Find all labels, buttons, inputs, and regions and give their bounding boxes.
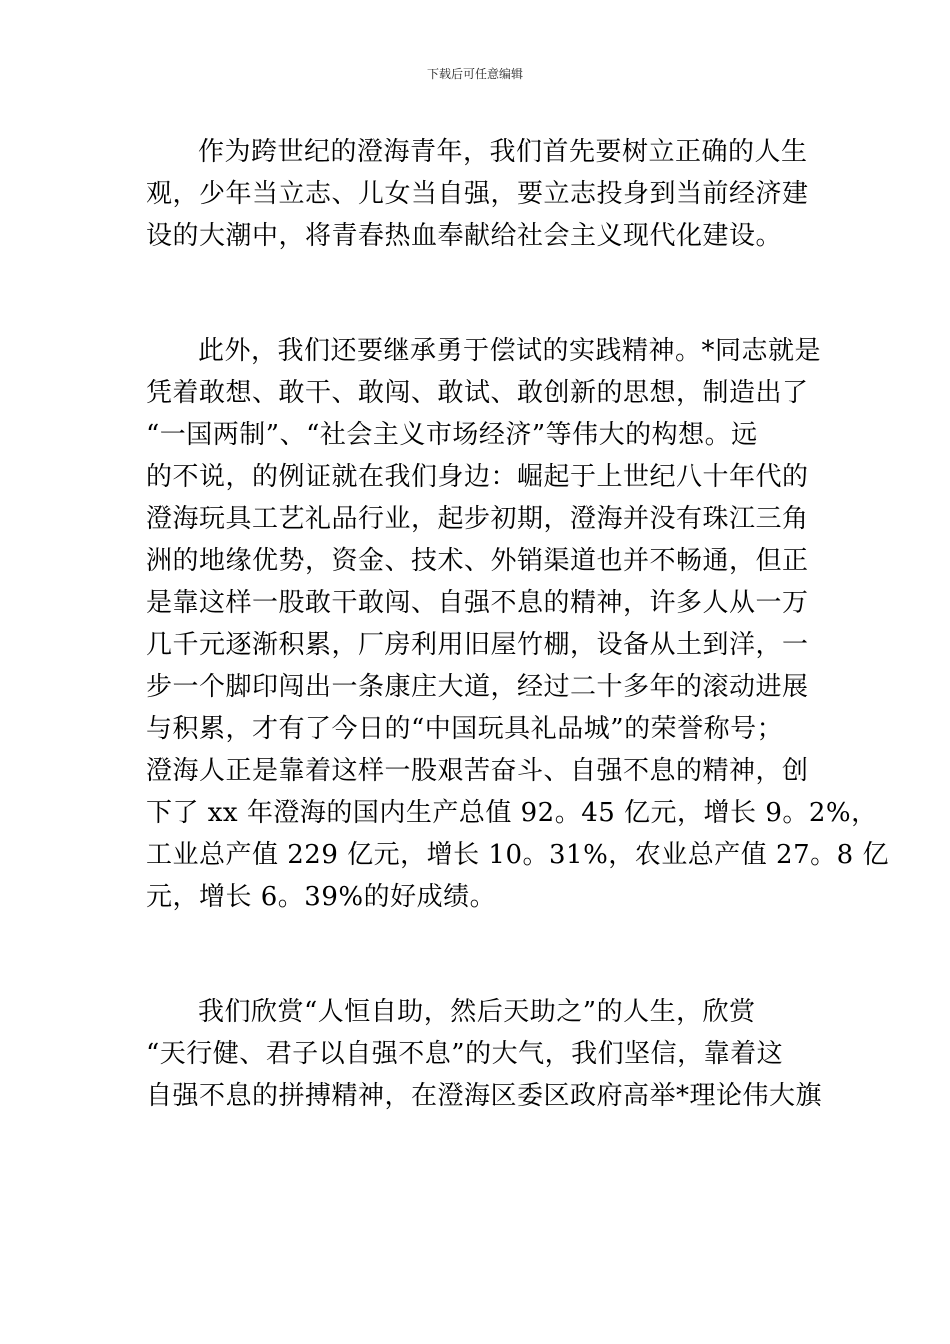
document-body (146, 131, 889, 1117)
text-line: 的不说，的例证就在我们身边：崛起于上世纪八十年代的 (146, 462, 809, 492)
paragraph-gap (146, 257, 812, 330)
page-header: 下载后可任意编辑 (426, 67, 523, 81)
paragraph-1 (146, 131, 812, 257)
text-line: 澄海人正是靠着这样一股艰苦奋斗、自强不息的精神，创 (146, 756, 809, 786)
text-line: 设的大潮中，将青春热血奉献给社会主义现代化建设。 (146, 221, 783, 251)
text-line: 此外，我们还要继承勇于偿试的实践精神。*同志就是 (198, 336, 822, 366)
text-line: 凭着敢想、敢干、敢闯、敢试、敢创新的思想，制造出了 (146, 378, 809, 408)
paragraph-gap (146, 918, 812, 991)
paragraph-3 (146, 991, 823, 1117)
text-line: 澄海玩具工艺礼品行业，起步初期，澄海并没有珠江三角 (146, 504, 809, 534)
text-line: 与积累，才有了今日的“中国玩具礼品城”的荣誉称号； (146, 714, 784, 744)
text-line: “一国两制”、“社会主义市场经济”等伟大的构想。远 (146, 420, 758, 450)
text-line: 作为跨世纪的澄海青年，我们首先要树立正确的人生 (198, 137, 808, 167)
text-line: 元，增长 6。39%的好成绩。 (146, 882, 497, 912)
text-line: “天行健、君子以自强不息”的大气，我们坚信，靠着这 (146, 1039, 784, 1069)
text-line: 自强不息的拼搏精神，在澄海区委区政府高举*理论伟大旗 (146, 1081, 823, 1111)
text-line: 观，少年当立志、儿女当自强，要立志投身到当前经济建 (146, 179, 809, 209)
text-line: 几千元逐渐积累，厂房利用旧屋竹棚，设备从土到洋，一 (146, 630, 809, 660)
text-line: 下了 xx 年澄海的国内生产总值 92。45 亿元，增长 9。2%， (146, 798, 878, 828)
text-line: 步一个脚印闯出一条康庄大道，经过二十多年的滚动进展 (146, 672, 809, 702)
text-line: 工业总产值 229 亿元，增长 10。31%，农业总产值 27。8 亿 (146, 840, 889, 870)
text-line: 我们欣赏“人恒自助，然后天助之”的人生，欣赏 (198, 997, 756, 1027)
paragraph-2 (146, 330, 889, 918)
text-line: 洲的地缘优势，资金、技术、外销渠道也并不畅通，但正 (146, 546, 809, 576)
text-line: 是靠这样一股敢干敢闯、自强不息的精神，许多人从一万 (146, 588, 809, 618)
